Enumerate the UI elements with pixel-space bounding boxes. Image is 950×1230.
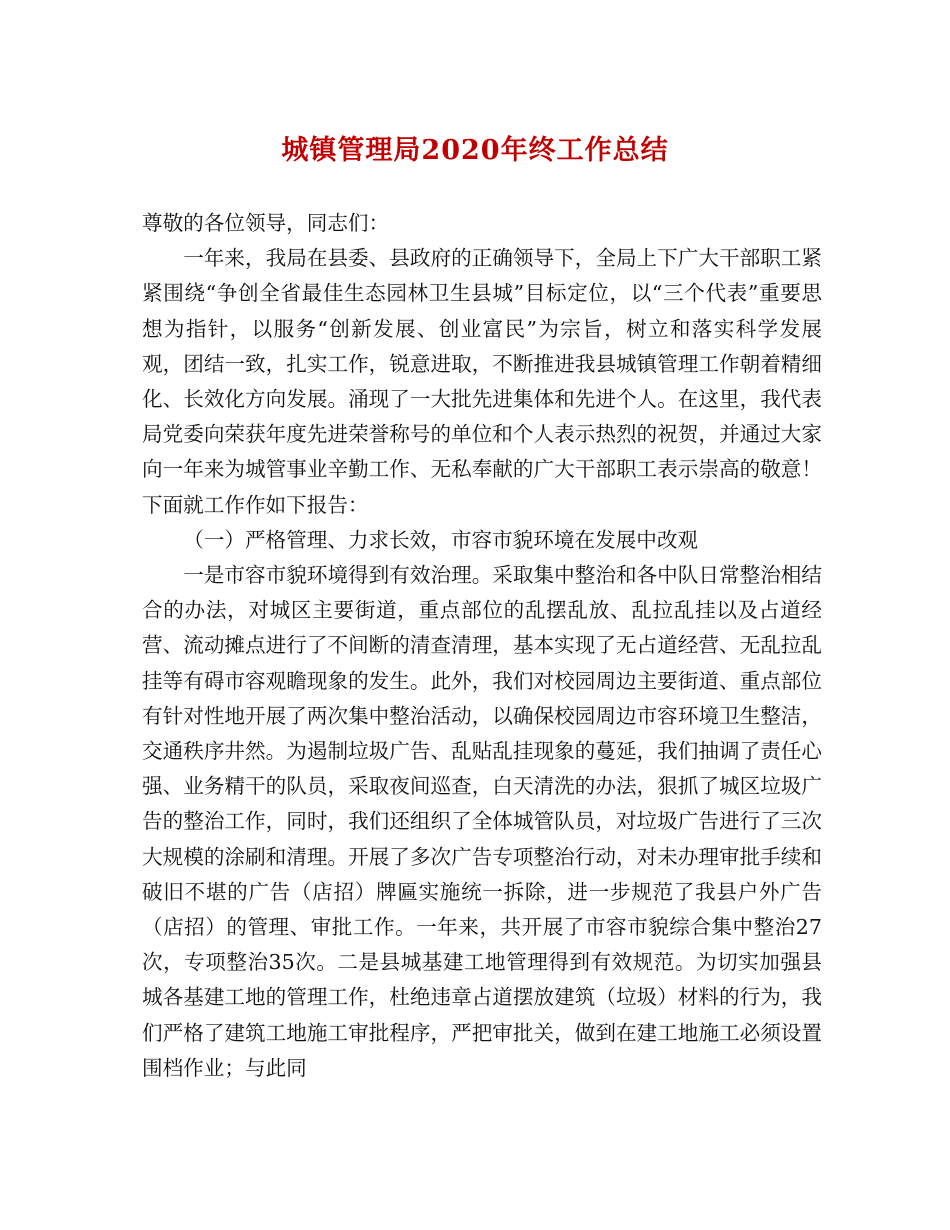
- document-title: 城镇管理局2020年终工作总结: [281, 135, 669, 166]
- section-heading: （一）严格管理、力求长效，市容市貌环境在发展中改观: [183, 527, 699, 552]
- paragraph-body: 一是市容市貌环境得到有效治理。采取集中整治和各中队日常整治相结合的办法，对城区主要街道，重点部位的乱摆乱放、乱拉乱挂以及占道经营、流动摊点进行了不间断的清查清理，基本实现了无占道经营、无乱拉乱挂等有碍市容观瞻现象的发生。此外，我们对校园周边主要街道、重点部位有针对性地开展了两次集中整治活动，以确保校园周边市容环境卫生整洁，交通秩序井然。为遏制垃圾广告、乱贴乱挂现象的蔓延，我们抽调了责任心强、业务精干的队员，采取夜间巡查，白天清洗的办法，狠抓了城区垃圾广告的整治工作，同时，我们还组织了全体城管队员，对垃圾广告进行了三次大规模的涂刷和清理。开展了多次广告专项整治行动，对未办理审批手续和破旧不堪的广告（店招）牌匾实施统一拆除，进一步规范了我县户外广告（店招）的管理、审批工作。一年来，共开展了市容市貌综合集中整治27次，专项整治35次。二是县城基建工地管理得到有效规范。为切实加强县城各基建工地的管理工作，杜绝违章占道摆放建筑（垃圾）材料的行为，我们严格了建筑工地施工审批程序，严把审批关，做到在建工地施工必须设置围档作业；与此同: [142, 563, 822, 1080]
- paragraph-intro: 一年来，我局在县委、县政府的正确领导下，全局上下广大干部职工紧紧围绕“争创全省最佳生态园林卫生县城”目标定位，以“三个代表”重要思想为指针，以服务“创新发展、创业富民”为宗旨，树立和落实科学发展观，团结一致，扎实工作，锐意进取，不断推进我县城镇管理工作朝着精细化、长效化方向发展。涌现了一大批先进集体和先进个人。在这里，我代表局党委向荣获年度先进荣誉称号的单位和个人表示热烈的祝贺，并通过大家向一年来为城管事业辛勤工作、无私奉献的广大干部职工表示崇高的敬意！下面就工作作如下报告：: [142, 246, 822, 517]
- salutation: 尊敬的各位领导，同志们：: [142, 211, 390, 235]
- document-body: [142, 206, 822, 1086]
